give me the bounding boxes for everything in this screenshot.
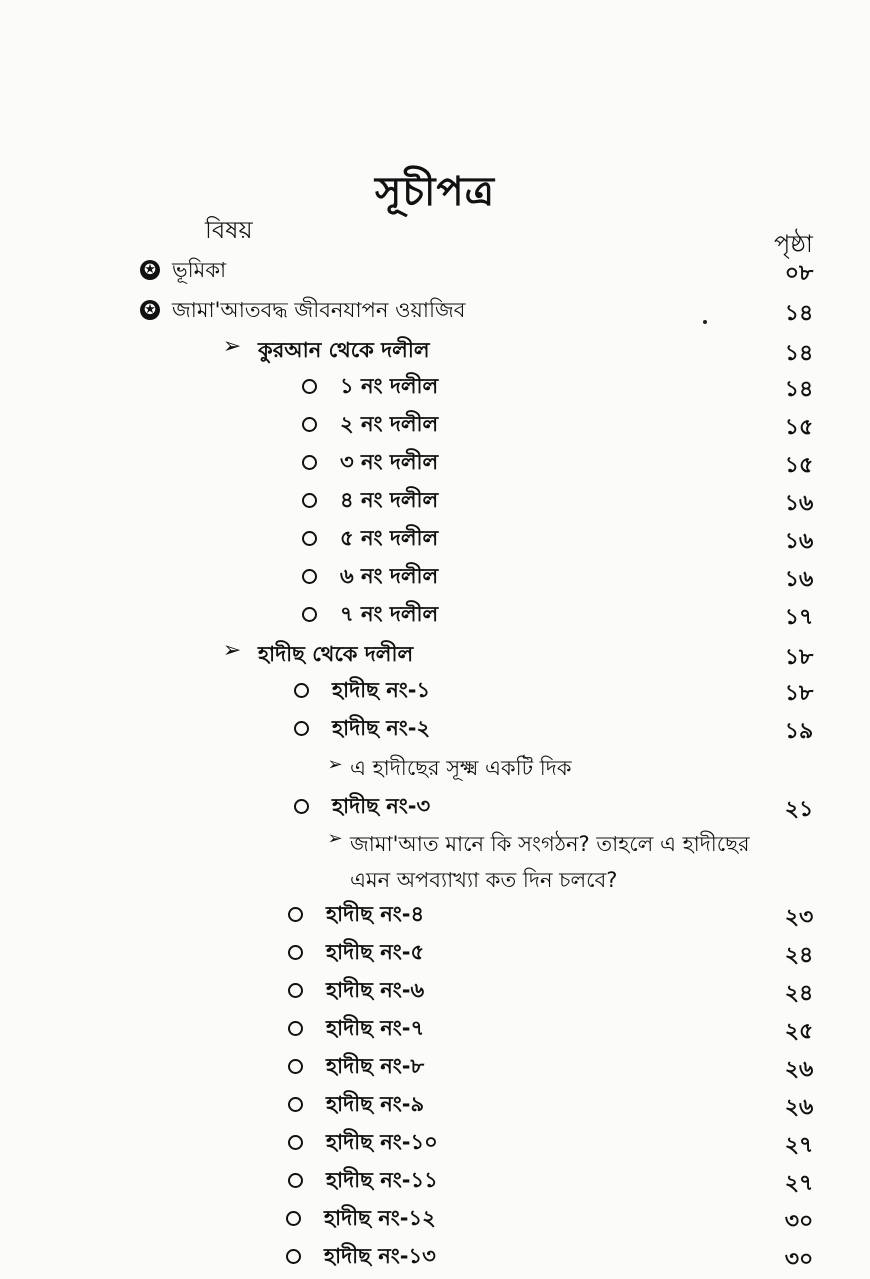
circle-bullet-icon [294,799,309,814]
toc-entry-label: ৫ নং দলীল [340,526,439,550]
toc-entry-label: হাদীছ নং-৪ [326,902,425,926]
toc-entry [0,972,870,1008]
toc-entry-label: ৭ নং দলীল [340,602,439,626]
toc-entry-label: হাদীছ নং-১২ [324,1206,436,1230]
toc-entry-page-number: ২৭ [784,1171,814,1196]
toc-entry-page-number: ০৮ [784,261,814,286]
toc-entry-page-number: ১৪ [784,341,814,366]
toc-entry-label: হাদীছ নং-১ [332,678,431,702]
toc-entry-page-number: ২৫ [784,1019,814,1044]
arrow-bullet-icon: ➢ [222,638,242,663]
subject-column-header: বিষয় [205,216,253,244]
toc-entry-page-number: ২৬ [784,1095,814,1120]
toc-entry-page-number: ২১ [784,797,814,822]
toc-entry-label: জামা'আতবদ্ধ জীবনযাপন ওয়াজিব [172,298,466,322]
toc-entry-page-number: ১৮ [784,645,814,670]
toc-entry-label: হাদীছ নং-১৩ [324,1244,436,1268]
toc-entry-page-number: ১৭ [784,605,814,630]
toc-entry-page-number: ১৫ [784,415,814,440]
toc-entry-page-number: ২৬ [784,1057,814,1082]
arrow-bullet-icon: ➢ [222,334,242,359]
toc-entry-page-number: ২৪ [784,943,814,968]
circle-bullet-icon [288,1059,303,1074]
toc-entry [0,406,870,442]
toc-entry-label: হাদীছ থেকে দলীল [258,642,414,666]
toc-entry-label: ৬ নং দলীল [340,564,439,588]
toc-entry-page-number: ১৪ [784,301,814,326]
circle-bullet-icon [302,569,317,584]
toc-entry [0,636,870,672]
toc-entry-label: ৪ নং দলীল [340,488,439,512]
circle-bullet-icon [302,417,317,432]
toc-entry [0,1010,870,1046]
toc-entry-page-number: ১৬ [784,491,814,516]
toc-entry [0,934,870,970]
toc-entry [0,896,870,932]
toc-entry-label: ভূমিকা [172,258,227,282]
toc-entry [0,368,870,404]
arrow-bullet-icon: ➢ [327,754,343,775]
toc-entry-label: হাদীছ নং-২ [332,716,431,740]
toc-entry-label: হাদীছ নং-৩ [332,794,431,818]
toc-entry-label: জামা'আত মানে কি সংগঠন? তাহলে এ হাদীছের এমন অপব্যাখ্যা কত দিন চলবে? [350,832,750,892]
circle-bullet-icon [288,945,303,960]
toc-entry [0,482,870,518]
toc-entry-label: হাদীছ নং-১০ [326,1130,438,1154]
toc-entry [0,596,870,632]
toc-entry-label: হাদীছ নং-৯ [326,1092,425,1116]
star-bullet-icon: ✪ [140,300,160,320]
toc-entry-page-number: ১৫ [784,453,814,478]
toc-entry [0,1124,870,1160]
page-column-header: পৃষ্ঠা [774,230,813,258]
toc-entry-page-number: ১৬ [784,567,814,592]
circle-bullet-icon [288,983,303,998]
toc-entry [0,444,870,480]
toc-entry [0,558,870,594]
circle-bullet-icon [286,1211,301,1226]
toc-entry-label: কুরআন থেকে দলীল [258,338,430,362]
circle-bullet-icon [302,379,317,394]
circle-bullet-icon [302,531,317,546]
toc-entry-page-number: ১৬ [784,529,814,554]
circle-bullet-icon [288,1021,303,1036]
page-title: সূচীপত্র [375,169,495,215]
toc-entry [0,1200,870,1236]
toc-entry-label: হাদীছ নং-৬ [326,978,425,1002]
toc-entry-page-number: ৩০ [784,1209,814,1234]
toc-entry [0,332,870,368]
toc-entry [0,824,870,892]
toc-entry [0,520,870,556]
toc-entry-page-number: ৩০ [784,1247,814,1272]
toc-entry-page-number: ২৩ [784,905,814,930]
toc-entry-page-number: ১৯ [784,719,814,744]
circle-bullet-icon [294,721,309,736]
toc-entry [0,710,870,746]
toc-entry-label: ১ নং দলীল [340,374,439,398]
toc-entry [0,292,870,328]
toc-entry [0,252,870,288]
toc-entry-label: হাদীছ নং-৭ [326,1016,425,1040]
toc-entry [0,1086,870,1122]
circle-bullet-icon [302,493,317,508]
toc-entry [0,1238,870,1274]
toc-entry-page-number: ২৭ [784,1133,814,1158]
toc-entry-label: ২ নং দলীল [340,412,439,436]
circle-bullet-icon [288,1173,303,1188]
toc-entry-label: হাদীছ নং-১১ [326,1168,438,1192]
circle-bullet-icon [302,607,317,622]
toc-entry-page-number: ২৪ [784,981,814,1006]
circle-bullet-icon [288,1097,303,1112]
star-bullet-icon: ✪ [140,260,160,280]
toc-entry-label: হাদীছ নং-৫ [326,940,425,964]
toc-entry [0,750,870,786]
toc-entry [0,1162,870,1198]
toc-entry-label: হাদীছ নং-৮ [326,1054,425,1078]
circle-bullet-icon [294,683,309,698]
toc-entry-page-number: ১৮ [784,681,814,706]
toc-entry-page-number: ১৪ [784,377,814,402]
toc-entry-label: ৩ নং দলীল [340,450,439,474]
speck [703,320,707,324]
toc-entry [0,1048,870,1084]
circle-bullet-icon [302,455,317,470]
toc-entry-label: এ হাদীছের সূক্ষ্ম একটি দিক [350,756,572,780]
toc-entry [0,672,870,708]
arrow-bullet-icon: ➢ [327,828,343,849]
circle-bullet-icon [286,1249,301,1264]
toc-entry [0,788,870,824]
circle-bullet-icon [288,907,303,922]
circle-bullet-icon [288,1135,303,1150]
